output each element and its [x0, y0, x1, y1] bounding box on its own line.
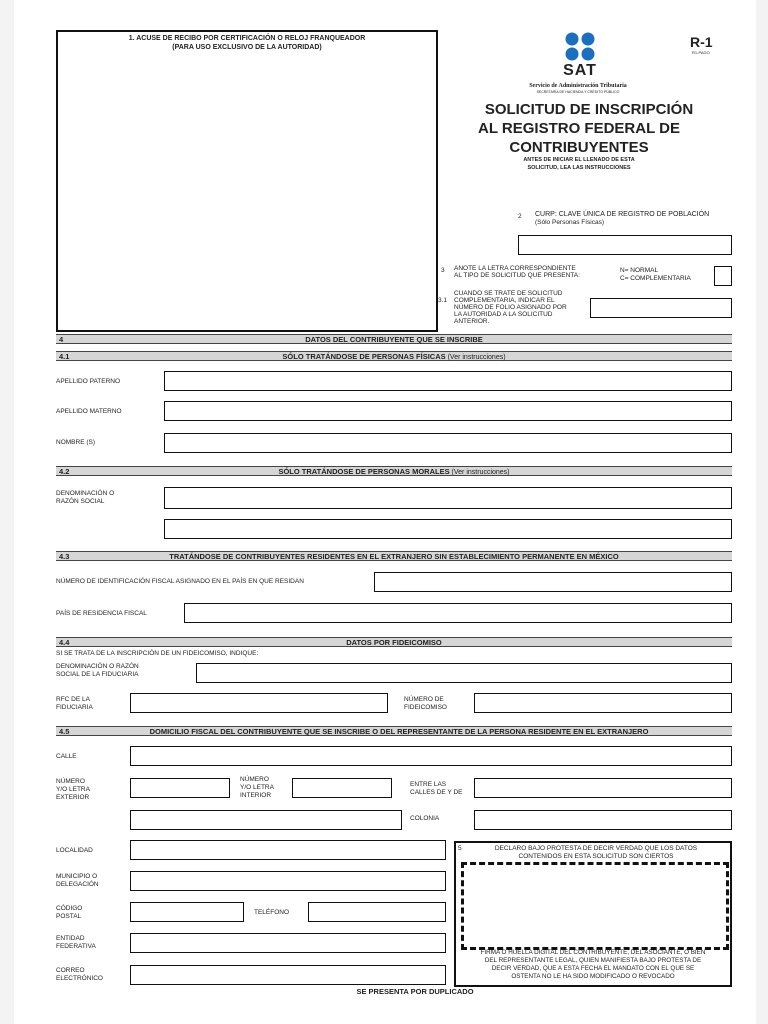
denominacion-label-1: DENOMINACIÓN O — [56, 490, 115, 497]
numero-id-fiscal-input[interactable] — [374, 572, 732, 592]
tipo-number: 3 — [441, 267, 445, 274]
section-43-header — [56, 551, 732, 561]
apellido-paterno-input[interactable] — [164, 371, 732, 391]
pais-residencia-input[interactable] — [184, 603, 732, 623]
firma-area[interactable] — [461, 862, 729, 950]
numero-interior-label-3: INTERIOR — [240, 792, 272, 799]
nombre-input[interactable] — [164, 433, 732, 453]
form-page — [14, 0, 756, 1024]
localidad-label: LOCALIDAD — [56, 847, 93, 854]
section-41-title: SÓLO TRATÁNDOSE DE PERSONAS FÍSICAS — [282, 352, 446, 361]
form-instructions-2: SOLICITUD, LEA LAS INSTRUCCIONES — [527, 165, 631, 171]
rfc-fiduciaria-label-1: RFC DE LA — [56, 696, 90, 703]
curp-label: CURP: CLAVE ÚNICA DE REGISTRO DE POBLACIÓN — [535, 211, 710, 218]
fiduciaria-input[interactable] — [196, 663, 732, 683]
section-41-number: 4.1 — [59, 352, 70, 361]
calle-input[interactable] — [130, 746, 732, 766]
denominacion-label-2: RAZÓN SOCIAL — [56, 498, 105, 505]
municipio-input[interactable] — [130, 871, 446, 891]
form-code: R-1 — [690, 34, 713, 50]
municipio-label-1: MUNICIPIO O — [56, 873, 98, 880]
firma-text-4: OSTENTA NO LE HA SIDO MODIFICADO O REVOCADO — [511, 973, 675, 980]
section-42-title: SÓLO TRATÁNDOSE DE PERSONAS MORALES — [278, 467, 450, 476]
municipio-label-2: DELEGACIÓN — [56, 881, 99, 888]
colonia-input[interactable] — [474, 810, 732, 830]
correo-label-2: ELECTRÓNICO — [56, 975, 103, 982]
form-code-sub: R1-PAGO — [692, 50, 710, 55]
denominacion-input[interactable] — [164, 487, 732, 509]
colonia-label: COLONIA — [410, 815, 440, 822]
logo-subtitle-2: SECRETARÍA DE HACIENDA Y CRÉDITO PÚBLICO — [536, 90, 620, 94]
form-title-2: AL REGISTRO FEDERAL DE — [478, 120, 680, 137]
numero-exterior-label-1: NÚMERO — [56, 778, 85, 785]
rfc-fiduciaria-label-2: FIDUCIARIA — [56, 704, 93, 711]
codigo-postal-input[interactable] — [130, 902, 244, 922]
numero-id-fiscal-label: NÚMERO DE IDENTIFICACIÓN FISCAL ASIGNADO EN EL PAÍS EN QUE RESIDAN — [56, 578, 304, 585]
folio-input[interactable] — [590, 298, 732, 318]
section-44-header — [56, 637, 732, 647]
section-42-title-wrap — [56, 467, 732, 477]
section-44-number: 4.4 — [59, 638, 70, 647]
nombre-label: NOMBRE (S) — [56, 439, 95, 446]
section-41-title-wrap — [56, 352, 732, 362]
pais-residencia-label: PAÍS DE RESIDENCIA FISCAL — [56, 610, 147, 617]
tipo-label-1: ANOTE LA LETRA CORRESPONDIENTE — [454, 265, 576, 272]
firma-text-2: DEL REPRESENTANTE LEGAL, QUIEN MANIFIESTA BAJO PROTESTA DE — [484, 957, 702, 964]
folio-label-5: ANTERIOR. — [454, 318, 490, 325]
apellido-paterno-label: APELLIDO PATERNO — [56, 378, 121, 385]
numero-fideicomiso-label-1: NÚMERO DE — [404, 696, 444, 703]
entidad-federativa-label-1: ENTIDAD — [56, 935, 85, 942]
numero-exterior-label-3: EXTERIOR — [56, 794, 90, 801]
correo-label-1: CORREO — [56, 967, 85, 974]
declaracion-number: 5 — [458, 845, 462, 852]
footer-text: SE PRESENTA POR DUPLICADO — [356, 987, 474, 996]
codigo-postal-label-1: CÓDIGO — [56, 905, 83, 912]
section-45-number: 4.5 — [59, 727, 70, 736]
numero-interior-label-2: Y/O LETRA — [240, 784, 274, 791]
acuse-title: 1. ACUSE DE RECIBO POR CERTIFICACIÓN O RELOJ FRANQUEADOR — [128, 35, 366, 42]
numero-exterior-input[interactable] — [130, 778, 230, 798]
folio-label-2: COMPLEMENTARIA, INDICAR EL — [454, 297, 555, 304]
fiduciaria-label-2: SOCIAL DE LA FIDUCIARIA — [56, 671, 139, 678]
section-43-number: 4.3 — [59, 552, 70, 561]
entre-calles-input-2[interactable] — [130, 810, 402, 830]
section-4-header — [56, 334, 732, 344]
folio-label-4: LA AUTORIDAD A LA SOLICITUD — [454, 311, 553, 318]
declaracion-text-1: DECLARO BAJO PROTESTA DE DECIR VERDAD QUE LOS DATOS — [494, 845, 698, 852]
rfc-fiduciaria-input[interactable] — [130, 693, 388, 713]
entidad-federativa-label-2: FEDERATIVA — [56, 943, 96, 950]
denominacion-input-2[interactable] — [164, 519, 732, 539]
acuse-subtitle: (PARA USO EXCLUSIVO DE LA AUTORIDAD) — [172, 44, 322, 51]
entre-calles-label-2: CALLES DE Y DE — [410, 789, 463, 796]
tipo-label-2: AL TIPO DE SOLICITUD QUE PRESENTA: — [454, 272, 580, 279]
entre-calles-input[interactable] — [474, 778, 732, 798]
section-41-header — [56, 351, 732, 361]
codigo-postal-label-2: POSTAL — [56, 913, 82, 920]
firma-text-1: FIRMA O HUELLA DIGITAL DEL CONTRIBUYENTE, DEL ASOCIANTE, O BIEN — [480, 949, 706, 956]
section-44-title: DATOS POR FIDEICOMISO — [346, 638, 442, 647]
entre-calles-label-1: ENTRE LAS — [410, 781, 447, 788]
section-45-header — [56, 726, 732, 736]
section-45-title: DOMICILIO FISCAL DEL CONTRIBUYENTE QUE SE INSCRIBE O DEL REPRESENTANTE DE LA PERSONA RESIDENTE EN EL EXTRANJERO — [149, 727, 649, 736]
declaracion-box — [454, 841, 732, 987]
folio-number: 3.1 — [438, 297, 448, 304]
apellido-materno-input[interactable] — [164, 401, 732, 421]
numero-interior-label-1: NÚMERO — [240, 776, 269, 783]
calle-label: CALLE — [56, 753, 77, 760]
section-4-number: 4 — [59, 335, 64, 344]
numero-exterior-label-2: Y/O LETRA — [56, 786, 90, 793]
section-41-subtitle: (Ver instrucciones) — [445, 354, 506, 361]
telefono-label: TELÉFONO — [254, 909, 290, 916]
localidad-input[interactable] — [130, 840, 446, 860]
section-43-title: TRATÁNDOSE DE CONTRIBUYENTES RESIDENTES EN EL EXTRANJERO SIN ESTABLECIMIENTO PERMANENTE EN MÉXICO — [169, 552, 619, 561]
apellido-materno-label: APELLIDO MATERNO — [56, 408, 122, 415]
entidad-federativa-input[interactable] — [130, 933, 446, 953]
firma-text-3: DECIR VERDAD, QUE A ESTA FECHA EL MANDATO CON EL QUE SE — [491, 965, 695, 972]
section-42-number: 4.2 — [59, 467, 70, 476]
curp-number: 2 — [518, 213, 522, 220]
acuse-box — [56, 30, 438, 332]
logo-subtitle: Servicio de Administración Tributaria — [529, 83, 627, 89]
declaracion-text-2: CONTENIDOS EN ESTA SOLICITUD SON CIERTOS — [518, 853, 674, 860]
folio-label-1: CUANDO SE TRATE DE SOLICITUD — [454, 290, 563, 297]
form-title-3: CONTRIBUYENTES — [509, 139, 649, 156]
logo-text: SAT — [563, 62, 597, 79]
tipo-input[interactable] — [714, 266, 732, 286]
numero-fideicomiso-input[interactable] — [474, 693, 732, 713]
fiduciaria-label-1: DENOMINACIÓN O RAZÓN — [56, 663, 139, 670]
section-42-header — [56, 466, 732, 476]
curp-sublabel: (Sólo Personas Físicas) — [535, 219, 604, 226]
form-title-1: SOLICITUD DE INSCRIPCIÓN — [484, 101, 694, 118]
section-42-subtitle: (Ver instrucciones) — [449, 469, 510, 476]
fideicomiso-intro: SI SE TRATA DE LA INSCRIPCIÓN DE UN FIDEICOMISO, INDIQUE: — [56, 650, 259, 657]
tipo-option-complementaria: C= COMPLEMENTARIA — [620, 275, 691, 282]
curp-input[interactable] — [518, 235, 732, 255]
numero-fideicomiso-label-2: FIDEICOMISO — [404, 704, 447, 711]
form-instructions-1: ANTES DE INICIAR EL LLENADO DE ESTA — [523, 157, 635, 163]
numero-interior-input[interactable] — [292, 778, 392, 798]
telefono-input[interactable] — [308, 902, 446, 922]
tipo-option-normal: N= NORMAL — [620, 267, 659, 274]
folio-label-3: NÚMERO DE FOLIO ASIGNADO POR — [454, 304, 567, 311]
section-4-title: DATOS DEL CONTRIBUYENTE QUE SE INSCRIBE — [305, 335, 483, 344]
correo-input[interactable] — [130, 965, 446, 985]
